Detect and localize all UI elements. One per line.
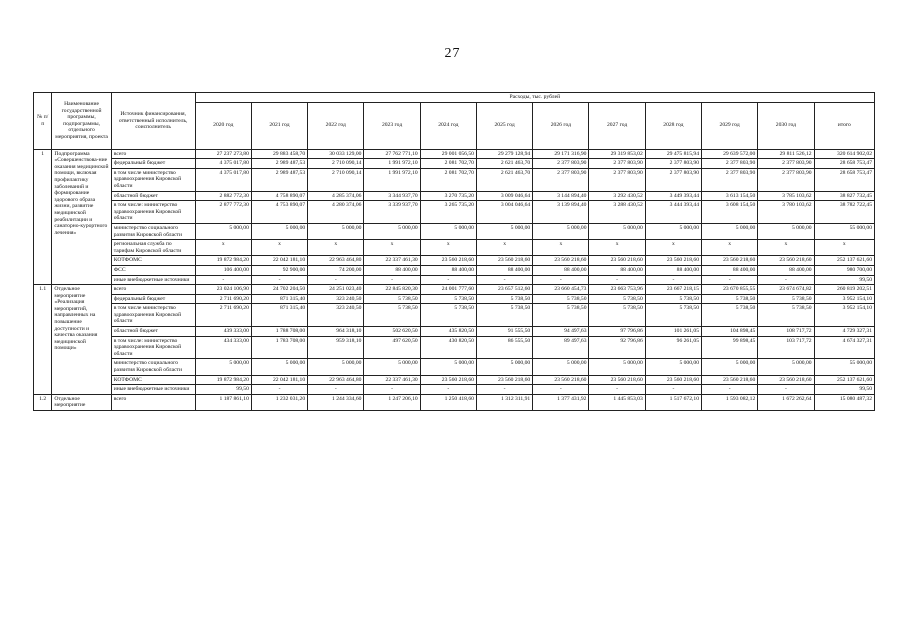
amount-cell: 2 711 690,20 <box>195 304 251 327</box>
amount-cell: 5 000,00 <box>702 359 758 375</box>
amount-cell: - <box>589 385 645 395</box>
amount-cell: 5 000,00 <box>758 359 814 375</box>
amount-cell: 19 872 984,20 <box>195 256 251 266</box>
amount-cell: 23 024 106,90 <box>195 285 251 295</box>
amount-cell: 5 000,00 <box>308 223 364 239</box>
amount-cell: - <box>758 385 814 395</box>
amount-cell: 86 555,50 <box>476 336 532 359</box>
amount-cell: 5 738,50 <box>420 294 476 304</box>
amount-cell: 1 788 708,00 <box>251 327 307 337</box>
amount-cell: 435 820,50 <box>420 327 476 337</box>
amount-cell: - <box>758 275 814 285</box>
table-row <box>34 191 875 201</box>
amount-cell: 2 621 463,70 <box>476 168 532 191</box>
funding-source: областной бюджет <box>111 327 195 337</box>
amount-cell: 29 475 815,94 <box>645 149 701 159</box>
funding-source: КОТФОМС <box>111 256 195 266</box>
amount-cell: x <box>308 240 364 256</box>
amount-cell: 4 758 890,07 <box>251 191 307 201</box>
amount-cell: 106 400,00 <box>195 265 251 275</box>
amount-cell: 5 738,50 <box>476 304 532 327</box>
amount-cell: 3 144 894,40 <box>533 191 589 201</box>
funding-source: в том числе министерство здравоохранения Кировской области <box>111 304 195 327</box>
amount-cell: 89 497,63 <box>533 336 589 359</box>
amount-cell: 5 000,00 <box>251 223 307 239</box>
amount-cell: 5 738,50 <box>758 304 814 327</box>
amount-cell: 23 560 218,60 <box>420 256 476 266</box>
amount-cell: 22 042 181,10 <box>251 256 307 266</box>
page-number: 27 <box>444 46 461 61</box>
amount-cell: 3 339 937,70 <box>364 201 420 224</box>
amount-cell: 74 200,00 <box>308 265 364 275</box>
amount-cell: 91 555,50 <box>476 327 532 337</box>
amount-cell: 3 265 735,20 <box>420 201 476 224</box>
amount-cell: 1 593 082,12 <box>702 394 758 410</box>
amount-cell: 24 702 204,50 <box>251 285 307 295</box>
funding-source: федеральный бюджет <box>111 294 195 304</box>
amount-cell: x <box>702 240 758 256</box>
funding-source: федеральный бюджет <box>111 159 195 169</box>
table-row <box>34 285 875 295</box>
table-row <box>34 256 875 266</box>
amount-cell: 430 820,50 <box>420 336 476 359</box>
amount-cell: - <box>251 385 307 395</box>
amount-cell: 22 963 464,80 <box>308 375 364 385</box>
amount-cell: 103 717,72 <box>758 336 814 359</box>
table-row <box>34 240 875 256</box>
amount-cell: 99,50 <box>814 385 874 395</box>
amount-cell: 22 337 461,30 <box>364 375 420 385</box>
funding-source: министерство социального развития Кировской области <box>111 359 195 375</box>
amount-cell: 28 658 753,47 <box>814 159 874 169</box>
amount-cell: 99,50 <box>814 275 874 285</box>
amount-cell: 23 560 218,60 <box>702 375 758 385</box>
table-row <box>34 275 875 285</box>
amount-cell: 2 377 803,90 <box>702 168 758 191</box>
funding-source: региональная служба по тарифам Кировской области <box>111 240 195 256</box>
amount-cell: 23 560 218,60 <box>758 256 814 266</box>
amount-cell: 5 000,00 <box>533 359 589 375</box>
amount-cell: 252 137 621,60 <box>814 375 874 385</box>
amount-cell: x <box>476 240 532 256</box>
funding-source: в том числе: министерство здравоохранения Кировской области <box>111 201 195 224</box>
amount-cell: 2 377 803,90 <box>758 168 814 191</box>
amount-cell: 4 285 374,06 <box>308 191 364 201</box>
amount-cell: - <box>533 275 589 285</box>
amount-cell: 29 883 458,70 <box>251 149 307 159</box>
amount-cell: 2 377 803,90 <box>702 159 758 169</box>
amount-cell: 980 700,00 <box>814 265 874 275</box>
header-year: 2028 год <box>645 102 701 149</box>
amount-cell: 96 261,05 <box>645 336 701 359</box>
amount-cell: x <box>758 240 814 256</box>
section-name: Отдельное мероприятие <box>52 394 111 410</box>
amount-cell: 5 000,00 <box>420 223 476 239</box>
amount-cell: 4 375 017,80 <box>195 168 251 191</box>
funding-source: иные внебюджетные источники <box>111 275 195 285</box>
table-row <box>34 265 875 275</box>
amount-cell: 502 620,50 <box>364 327 420 337</box>
amount-cell: 22 337 461,30 <box>364 256 420 266</box>
amount-cell: 1 517 672,10 <box>645 394 701 410</box>
amount-cell: 2 710 090,14 <box>308 168 364 191</box>
funding-source: всего <box>111 285 195 295</box>
amount-cell: 1 991 972,10 <box>364 159 420 169</box>
amount-cell: 871 315,40 <box>251 294 307 304</box>
header-year: 2020 год <box>195 102 251 149</box>
funding-source: в том числе министерство здравоохранения Кировской области <box>111 168 195 191</box>
amount-cell: 2 377 803,90 <box>758 159 814 169</box>
section-number: 1.1 <box>34 285 52 395</box>
header-year: 2024 год <box>420 102 476 149</box>
amount-cell: - <box>364 385 420 395</box>
amount-cell: 5 000,00 <box>645 359 701 375</box>
amount-cell: 2 710 090,14 <box>308 159 364 169</box>
funding-source: в том числе: министерство здравоохранения Кировской области <box>111 336 195 359</box>
amount-cell: 3 449 393,44 <box>645 191 701 201</box>
header-year: 2023 год <box>364 102 420 149</box>
amount-cell: x <box>195 240 251 256</box>
amount-cell: - <box>589 275 645 285</box>
amount-cell: 2 989 487,53 <box>251 168 307 191</box>
amount-cell: 23 663 753,96 <box>589 285 645 295</box>
amount-cell: 23 560 218,60 <box>533 256 589 266</box>
amount-cell: 4 375 017,80 <box>195 159 251 169</box>
amount-cell: 497 620,50 <box>364 336 420 359</box>
amount-cell: 5 738,50 <box>645 304 701 327</box>
amount-cell: 29 279 128,94 <box>476 149 532 159</box>
amount-cell: 959 318,10 <box>308 336 364 359</box>
amount-cell: 88 400,00 <box>364 265 420 275</box>
table-row <box>34 223 875 239</box>
funding-source: иные внебюджетные источники <box>111 385 195 395</box>
amount-cell: 1 783 708,00 <box>251 336 307 359</box>
header-year: 2029 год <box>702 102 758 149</box>
amount-cell: 92 796,86 <box>589 336 645 359</box>
amount-cell: 5 000,00 <box>758 223 814 239</box>
section-name: Отдельное мероприятие «Реализация мероприятий, направленных на повышение доступности и качества оказания медицинской помощи» <box>52 285 111 395</box>
amount-cell: x <box>533 240 589 256</box>
amount-cell: 5 738,50 <box>702 294 758 304</box>
amount-cell: 23 560 218,60 <box>645 375 701 385</box>
amount-cell: 320 614 902,02 <box>814 149 874 159</box>
amount-cell: 88 400,00 <box>533 265 589 275</box>
amount-cell: 2 081 702,70 <box>420 168 476 191</box>
amount-cell: 88 400,00 <box>645 265 701 275</box>
table-row <box>34 375 875 385</box>
amount-cell: 4 729 327,31 <box>814 327 874 337</box>
amount-cell: 94 497,63 <box>533 327 589 337</box>
amount-cell: 29 811 526,12 <box>758 149 814 159</box>
amount-cell: 3 344 937,70 <box>364 191 420 201</box>
amount-cell: 108 717,72 <box>758 327 814 337</box>
funding-source: всего <box>111 149 195 159</box>
amount-cell: 92 900,00 <box>251 265 307 275</box>
amount-cell: 27 237 273,80 <box>195 149 251 159</box>
amount-cell: 97 796,86 <box>589 327 645 337</box>
amount-cell: 3 009 046,64 <box>476 191 532 201</box>
amount-cell: 5 000,00 <box>589 359 645 375</box>
amount-cell: 23 560 218,60 <box>476 375 532 385</box>
amount-cell: 4 753 890,07 <box>251 201 307 224</box>
amount-cell: 15 080 487,32 <box>814 394 874 410</box>
amount-cell: x <box>645 240 701 256</box>
amount-cell: - <box>364 275 420 285</box>
amount-cell: 260 819 202,51 <box>814 285 874 295</box>
section-number: 1 <box>34 149 52 285</box>
amount-cell: 5 738,50 <box>758 294 814 304</box>
amount-cell: 5 000,00 <box>195 359 251 375</box>
amount-cell: 434 333,00 <box>195 336 251 359</box>
amount-cell: 22 963 464,80 <box>308 256 364 266</box>
table-row <box>34 327 875 337</box>
amount-cell: x <box>589 240 645 256</box>
amount-cell: 5 000,00 <box>476 359 532 375</box>
amount-cell: 99,50 <box>195 385 251 395</box>
amount-cell: 23 560 218,60 <box>420 375 476 385</box>
amount-cell: 22 845 820,30 <box>364 285 420 295</box>
amount-cell: x <box>251 240 307 256</box>
amount-cell: 1 672 262,64 <box>758 394 814 410</box>
amount-cell: 23 674 674,82 <box>758 285 814 295</box>
amount-cell: 3 952 154,10 <box>814 294 874 304</box>
funding-source: областной бюджет <box>111 191 195 201</box>
amount-cell: 1 991 972,10 <box>364 168 420 191</box>
amount-cell: 4 674 327,31 <box>814 336 874 359</box>
amount-cell: 5 000,00 <box>308 359 364 375</box>
amount-cell: 29 001 056,50 <box>420 149 476 159</box>
amount-cell: 5 000,00 <box>251 359 307 375</box>
amount-cell: 2 377 803,90 <box>645 168 701 191</box>
amount-cell: 23 560 218,60 <box>589 256 645 266</box>
header-year: 2027 год <box>589 102 645 149</box>
amount-cell: 5 000,00 <box>645 223 701 239</box>
amount-cell: 23 560 218,60 <box>476 256 532 266</box>
table-row <box>34 385 875 395</box>
amount-cell: 2 377 803,90 <box>645 159 701 169</box>
amount-cell: 2 621 463,70 <box>476 159 532 169</box>
amount-cell: 28 658 753,47 <box>814 168 874 191</box>
amount-cell: 23 560 218,60 <box>758 375 814 385</box>
amount-cell: - <box>308 275 364 285</box>
amount-cell: 88 400,00 <box>476 265 532 275</box>
amount-cell: x <box>420 240 476 256</box>
amount-cell: 871 315,40 <box>251 304 307 327</box>
amount-cell: 3 270 735,20 <box>420 191 476 201</box>
amount-cell: 5 738,50 <box>645 294 701 304</box>
amount-cell: - <box>308 385 364 395</box>
amount-cell: 23 560 218,60 <box>533 375 589 385</box>
amount-cell: 24 001 777,60 <box>420 285 476 295</box>
amount-cell: 1 377 431,92 <box>533 394 589 410</box>
amount-cell: - <box>533 385 589 395</box>
funding-source: всего <box>111 394 195 410</box>
amount-cell: 5 738,50 <box>420 304 476 327</box>
amount-cell: 3 785 103,62 <box>758 191 814 201</box>
amount-cell: 23 667 218,15 <box>645 285 701 295</box>
amount-cell: 3 004 046,64 <box>476 201 532 224</box>
amount-cell: 38 782 722,45 <box>814 201 874 224</box>
amount-cell: 1 244 334,60 <box>308 394 364 410</box>
amount-cell: 2 877 772,30 <box>195 201 251 224</box>
amount-cell: 5 738,50 <box>476 294 532 304</box>
amount-cell: 27 762 771,10 <box>364 149 420 159</box>
amount-cell: 5 000,00 <box>533 223 589 239</box>
funding-source: КОТФОМС <box>111 375 195 385</box>
header-no: № п/п <box>34 93 52 150</box>
amount-cell: 2 989 487,53 <box>251 159 307 169</box>
amount-cell: 2 081 702,70 <box>420 159 476 169</box>
amount-cell: 23 657 512,60 <box>476 285 532 295</box>
amount-cell: 439 333,00 <box>195 327 251 337</box>
amount-cell: 5 000,00 <box>364 223 420 239</box>
amount-cell: 104 898,45 <box>702 327 758 337</box>
amount-cell: 2 377 803,90 <box>533 168 589 191</box>
table-row <box>34 336 875 359</box>
amount-cell: 88 400,00 <box>589 265 645 275</box>
amount-cell: 23 560 218,60 <box>645 256 701 266</box>
amount-cell: - <box>476 385 532 395</box>
amount-cell: 4 280 374,06 <box>308 201 364 224</box>
header-expenses: Расходы, тыс. рублей <box>195 93 874 103</box>
header-year: 2022 год <box>308 102 364 149</box>
header-source: Источник финансирования, ответственный исполнитель, соисполнитель <box>111 93 195 150</box>
amount-cell: 1 250 418,60 <box>420 394 476 410</box>
amount-cell: 5 000,00 <box>589 223 645 239</box>
amount-cell: 2 711 690,20 <box>195 294 251 304</box>
amount-cell: - <box>420 275 476 285</box>
amount-cell: - <box>702 275 758 285</box>
amount-cell: 5 000,00 <box>702 223 758 239</box>
amount-cell: 5 000,00 <box>195 223 251 239</box>
budget-table <box>33 92 875 411</box>
amount-cell: 55 000,00 <box>814 223 874 239</box>
amount-cell: - <box>476 275 532 285</box>
amount-cell: - <box>645 385 701 395</box>
amount-cell: 5 738,50 <box>364 304 420 327</box>
amount-cell: 19 872 984,20 <box>195 375 251 385</box>
amount-cell: 252 137 621,60 <box>814 256 874 266</box>
amount-cell: 1 187 861,10 <box>195 394 251 410</box>
amount-cell: x <box>364 240 420 256</box>
amount-cell: 5 000,00 <box>420 359 476 375</box>
table-row <box>34 149 875 159</box>
amount-cell: 24 251 023,40 <box>308 285 364 295</box>
amount-cell: - <box>195 275 251 285</box>
funding-source: министерство социального развития Кировской области <box>111 223 195 239</box>
table-row <box>34 159 875 169</box>
amount-cell: 5 000,00 <box>364 359 420 375</box>
amount-cell: 3 288 430,52 <box>589 201 645 224</box>
amount-cell: 88 400,00 <box>758 265 814 275</box>
funding-source: ФСС <box>111 265 195 275</box>
amount-cell: 23 660 454,73 <box>533 285 589 295</box>
amount-cell: 101 261,05 <box>645 327 701 337</box>
amount-cell: 55 000,00 <box>814 359 874 375</box>
table-row <box>34 294 875 304</box>
amount-cell: - <box>420 385 476 395</box>
table-row <box>34 394 875 410</box>
amount-cell: 23 560 218,60 <box>702 256 758 266</box>
amount-cell: 5 738,50 <box>702 304 758 327</box>
amount-cell: 5 738,50 <box>533 294 589 304</box>
amount-cell: - <box>702 385 758 395</box>
amount-cell: 22 042 181,10 <box>251 375 307 385</box>
amount-cell: 3 444 393,44 <box>645 201 701 224</box>
amount-cell: 964 318,10 <box>308 327 364 337</box>
amount-cell: 3 613 154,50 <box>702 191 758 201</box>
amount-cell: - <box>251 275 307 285</box>
header-year: 2025 год <box>476 102 532 149</box>
amount-cell: 1 247 206,10 <box>364 394 420 410</box>
amount-cell: 23 560 218,60 <box>589 375 645 385</box>
amount-cell: 1 312 311,91 <box>476 394 532 410</box>
amount-cell: 323 240,50 <box>308 304 364 327</box>
amount-cell: 1 232 031,20 <box>251 394 307 410</box>
amount-cell: 5 738,50 <box>364 294 420 304</box>
amount-cell: 2 377 803,90 <box>533 159 589 169</box>
amount-cell: 88 400,00 <box>702 265 758 275</box>
header-year: 2030 год <box>758 102 814 149</box>
amount-cell: 3 608 154,50 <box>702 201 758 224</box>
table-row <box>34 359 875 375</box>
table-row <box>34 304 875 327</box>
amount-cell: 5 000,00 <box>476 223 532 239</box>
section-number: 1.2 <box>34 394 52 410</box>
amount-cell: 2 377 803,90 <box>589 159 645 169</box>
section-name: Подпрограмма «Совершенствова-ние оказания медицинской помощи, включая профилактику заболеваний и формирование здорового образа жизни, развитие медицинской реабилитации и санаторно-курортного лечения» <box>52 149 111 285</box>
amount-cell: 323 240,50 <box>308 294 364 304</box>
header-year: 2026 год <box>533 102 589 149</box>
amount-cell: 3 952 154,10 <box>814 304 874 327</box>
amount-cell: 2 377 803,90 <box>589 168 645 191</box>
amount-cell: 5 738,50 <box>533 304 589 327</box>
amount-cell: 30 033 129,00 <box>308 149 364 159</box>
amount-cell: 29 171 316,90 <box>533 149 589 159</box>
amount-cell: 23 670 855,55 <box>702 285 758 295</box>
amount-cell: 88 400,00 <box>420 265 476 275</box>
amount-cell: 5 738,50 <box>589 304 645 327</box>
amount-cell: 38 827 732,45 <box>814 191 874 201</box>
amount-cell: 3 780 103,62 <box>758 201 814 224</box>
amount-cell: 99 898,45 <box>702 336 758 359</box>
amount-cell: x <box>814 240 874 256</box>
amount-cell: 1 445 853,03 <box>589 394 645 410</box>
table-row <box>34 201 875 224</box>
header-year: итого <box>814 102 874 149</box>
header-year: 2021 год <box>251 102 307 149</box>
amount-cell: 3 139 894,40 <box>533 201 589 224</box>
header-name: Наименование государственной программы, подпрограммы, отдельного мероприятия, проекта <box>52 93 111 150</box>
amount-cell: 29 319 853,02 <box>589 149 645 159</box>
amount-cell: 2 882 772,30 <box>195 191 251 201</box>
amount-cell: - <box>645 275 701 285</box>
amount-cell: 29 639 572,00 <box>702 149 758 159</box>
amount-cell: 3 292 430,52 <box>589 191 645 201</box>
table-row <box>34 168 875 191</box>
amount-cell: 5 738,50 <box>589 294 645 304</box>
